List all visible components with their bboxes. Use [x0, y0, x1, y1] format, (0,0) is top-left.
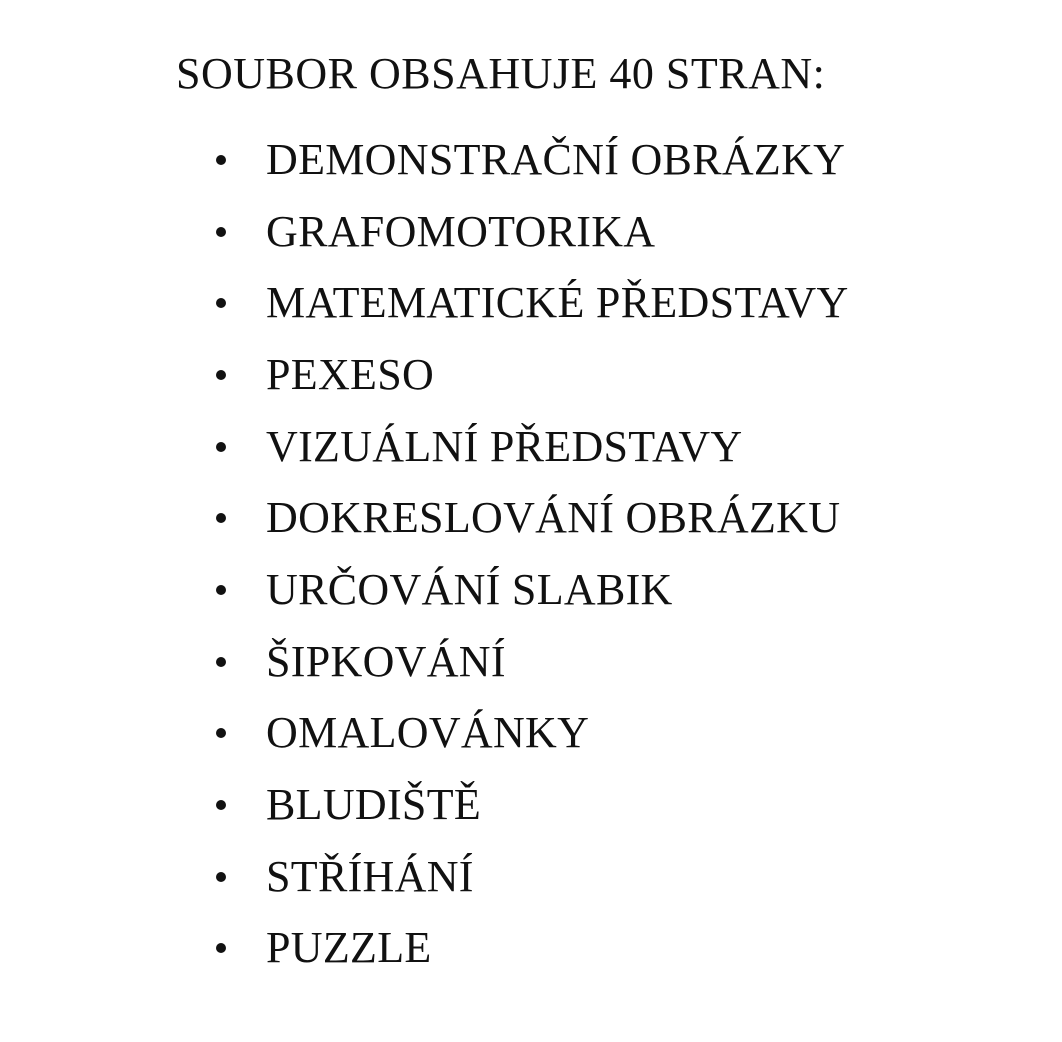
list-item-label: PUZZLE	[266, 923, 432, 973]
bullet-icon	[216, 872, 226, 882]
list-item	[214, 698, 849, 770]
list-item-label: BLUDIŠTĚ	[266, 780, 482, 830]
list-item-label: OMALOVÁNKY	[266, 708, 590, 758]
bullet-icon	[216, 513, 226, 523]
list-item	[214, 482, 849, 554]
bullet-icon	[216, 370, 226, 380]
list-item-label: URČOVÁNÍ SLABIK	[266, 564, 673, 614]
list-item	[214, 913, 849, 985]
list-item-label: STŘÍHÁNÍ	[266, 851, 474, 901]
list-item-label: ŠIPKOVÁNÍ	[266, 636, 506, 686]
bullet-icon	[216, 585, 226, 595]
list-item	[214, 339, 849, 411]
bullet-icon	[216, 657, 226, 667]
list-item-label: VIZUÁLNÍ PŘEDSTAVY	[266, 421, 743, 471]
list-item	[214, 267, 849, 339]
list-item-label: DEMONSTRAČNÍ OBRÁZKY	[266, 134, 846, 184]
bullet-icon	[216, 298, 226, 308]
list-item-label: MATEMATICKÉ PŘEDSTAVY	[266, 278, 849, 328]
bullet-icon	[216, 800, 226, 810]
contents-heading: SOUBOR OBSAHUJE 40 STRAN:	[176, 49, 826, 98]
bullet-icon	[216, 442, 226, 452]
list-item	[214, 626, 849, 698]
bullet-icon	[216, 227, 226, 237]
list-item	[214, 411, 849, 483]
list-item	[214, 769, 849, 841]
list-item-label: PEXESO	[266, 349, 435, 399]
bullet-icon	[216, 155, 226, 165]
list-item	[214, 554, 849, 626]
bullet-icon	[216, 728, 226, 738]
list-item	[214, 196, 849, 268]
bullet-icon	[216, 943, 226, 953]
list-item	[214, 124, 849, 196]
list-item-label: GRAFOMOTORIKA	[266, 206, 656, 256]
list-item-label: DOKRESLOVÁNÍ OBRÁZKU	[266, 493, 841, 543]
list-item	[214, 841, 849, 913]
contents-list	[214, 124, 849, 984]
